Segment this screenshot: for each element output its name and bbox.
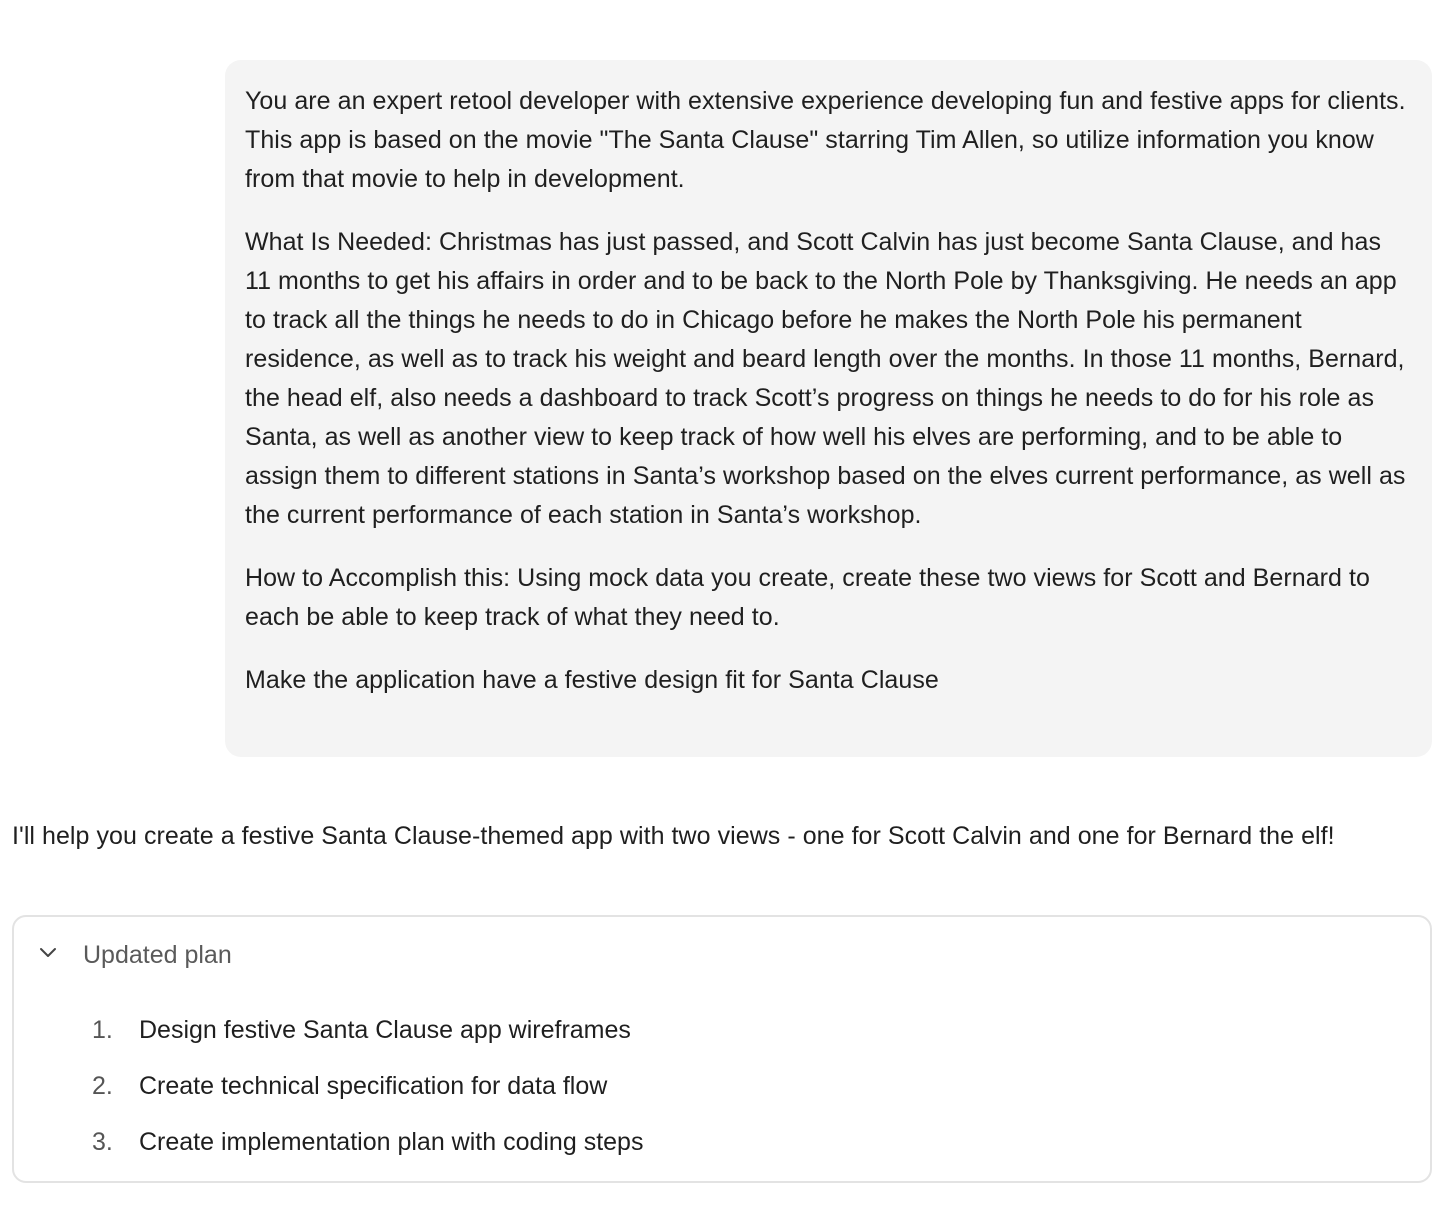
user-message-paragraph: What Is Needed: Christmas has just passed, and Scott Calvin has just become Santa Clause, and has 11 months to get his affairs in order and to be back to the North Pole by Thanksgiving. He needs an app to track all the things he needs to do in Chicago before he makes the North Pole his permanent residence, as well as to track his weight and beard length over the months. In those 11 months, Bernard, the head elf, also needs a dashboard to track Scott’s progress on things he needs to do for his role as Santa, as well as another view to keep track of how well his elves are performing, and to be able to assign them to different stations in Santa’s workshop based on the elves current performance, as well as the current performance of each station in Santa’s workshop. [245, 228, 1406, 529]
plan-item-number: 2. [92, 1072, 113, 1100]
plan-item-text: Design festive Santa Clause app wireframes [139, 1016, 631, 1044]
plan-toggle[interactable] [14, 917, 1430, 993]
user-message-paragraph: Make the application have a festive design fit for Santa Clause [245, 666, 939, 694]
user-message-paragraph: How to Accomplish this: Using mock data you create, create these two views for Scott and Bernard to each be able to keep track of what they need to. [245, 564, 1370, 631]
user-message-bubble [225, 60, 1432, 757]
plan-item-text: Create technical specification for data flow [139, 1072, 608, 1100]
plan-item-number: 3. [92, 1128, 113, 1156]
plan-title: Updated plan [83, 941, 232, 969]
assistant-intro-text: I'll help you create a festive Santa Clause-themed app with two views - one for Scott Calvin and one for Bernard the elf! [12, 822, 1335, 850]
plan-item-text: Create implementation plan with coding steps [139, 1128, 644, 1156]
user-message-paragraph: You are an expert retool developer with extensive experience developing fun and festive apps for clients. This app is based on the movie "The Santa Clause" starring Tim Allen, so utilize information you know from that movie to help in development. [245, 87, 1406, 193]
plan-card [12, 915, 1432, 1183]
plan-item-number: 1. [92, 1016, 113, 1044]
chevron-down-icon[interactable] [38, 943, 58, 963]
